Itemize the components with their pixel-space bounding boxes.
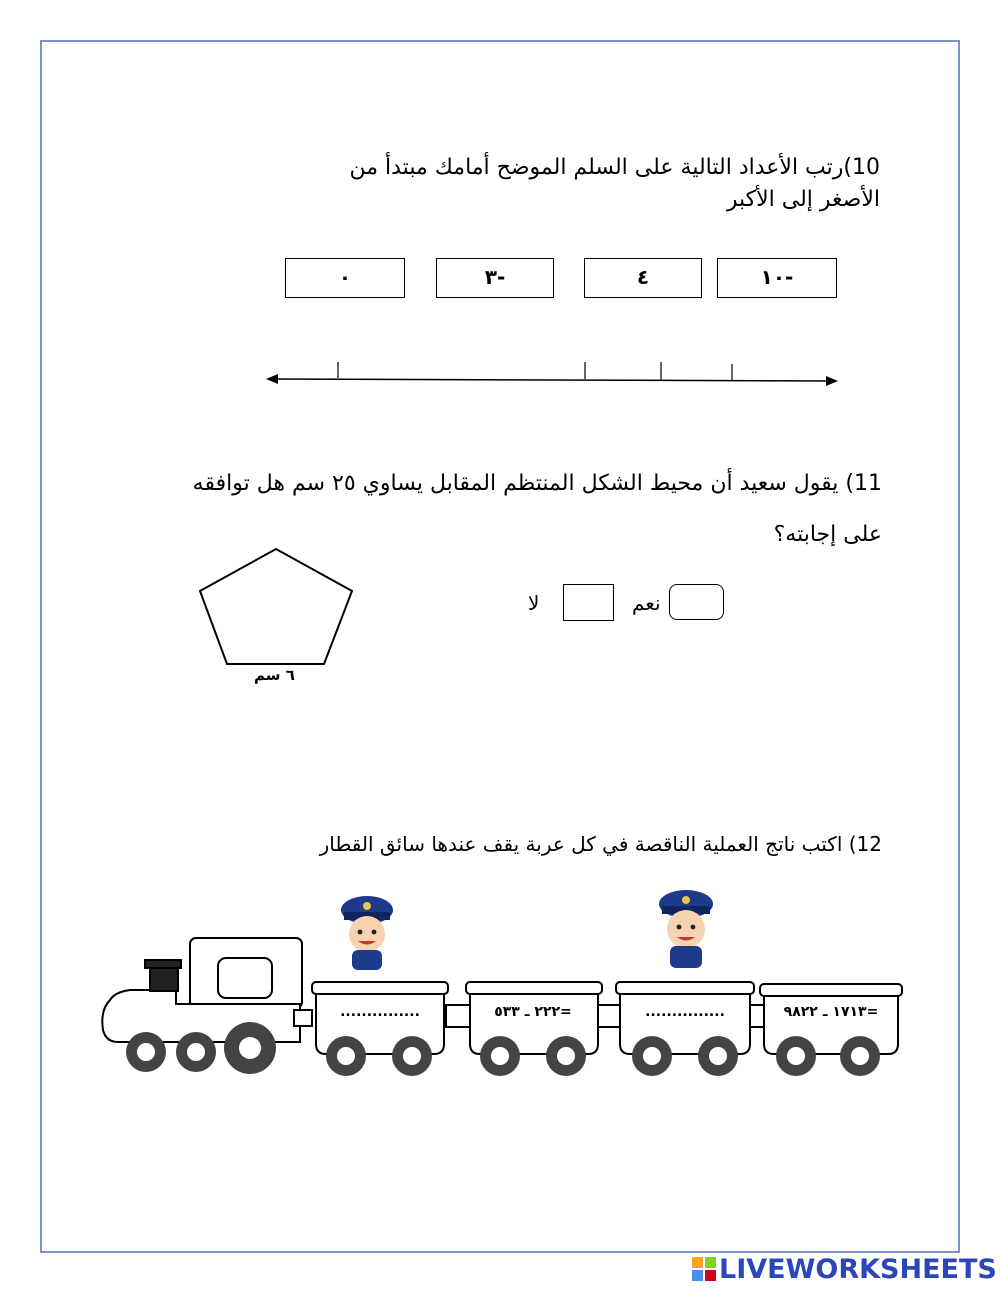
pentagon-shape [200, 549, 352, 664]
driver-figure [341, 896, 393, 970]
q10-line1: 10)رتب الأعداد التالية على السلم الموضح أمامك مبتدأ من [349, 155, 880, 180]
number-box[interactable]: ٠ [285, 258, 405, 298]
number-box[interactable]: ٤ [584, 258, 702, 298]
q10-line2: الأصغر إلى الأكبر [726, 187, 880, 212]
number-box[interactable]: ٣- [436, 258, 554, 298]
driver-figure [659, 890, 713, 968]
brand-text: LIVEWORKSHEETS [719, 1254, 997, 1285]
yes-checkbox[interactable] [669, 584, 724, 620]
liveworksheets-logo [692, 1254, 997, 1285]
pentagon-side-label: ٦ سم [254, 666, 295, 684]
number-line [266, 362, 838, 386]
train-car-answer-1[interactable]: ............... [340, 1004, 420, 1020]
train-car-answer-3[interactable]: ............... [645, 1004, 725, 1020]
q11-line2: على إجابته؟ [773, 522, 882, 547]
train-car-operation-2: =٢٢٢ ـ ٥٣٣ [494, 1004, 572, 1020]
no-checkbox[interactable] [563, 584, 614, 621]
train-car-operation-4: =١٧١٣ ـ ٩٨٢٢ [783, 1004, 879, 1020]
no-label: لا [528, 591, 540, 615]
liveworksheets-icon [692, 1257, 716, 1281]
number-box[interactable]: ١٠- [717, 258, 837, 298]
q11-line1: 11) يقول سعيد أن محيط الشكل المنتظم المقابل يساوي ٢٥ سم هل توافقه [192, 471, 882, 496]
yes-label: نعم [632, 591, 661, 615]
q12-question: 12) اكتب ناتج العملية الناقصة في كل عربة يقف عندها سائق القطار [319, 832, 882, 856]
